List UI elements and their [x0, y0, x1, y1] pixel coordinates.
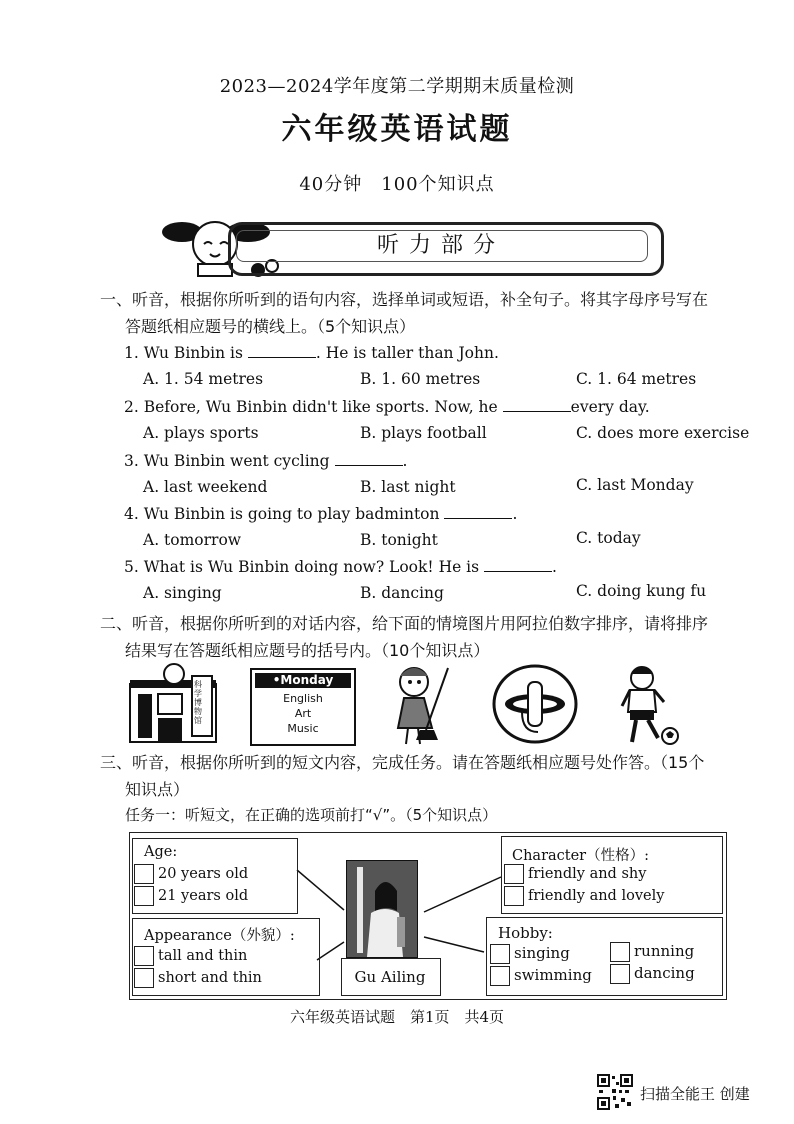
- question-5: [124, 557, 557, 576]
- girl-sweeping-picture: [386, 664, 456, 746]
- q2-option-a: A. plays sports: [143, 424, 259, 442]
- scanner-watermark: 扫描全能王 创建: [640, 1085, 750, 1103]
- character-option-shy: [504, 864, 646, 884]
- character-label: Character（性格）:: [512, 848, 649, 864]
- question-1-text: 1. Wu Binbin is: [124, 344, 243, 362]
- question-4-text: 4. Wu Binbin is going to play badminton: [124, 505, 440, 523]
- task1-instruction: 任务一：听短文，在正确的选项前打“√”。（5个知识点）: [125, 806, 498, 824]
- age-option-label: 21 years old: [158, 888, 249, 904]
- answer-blank-5[interactable]: [484, 557, 552, 572]
- question-1-post: . He is taller than John.: [315, 344, 499, 362]
- section2-instruction-1: 二、听音，根据你所听到的对话内容，给下面的情境图片用阿拉伯数字排序，请将排序: [100, 614, 709, 633]
- quiet-sign-picture: [492, 664, 578, 744]
- q1-option-b: B. 1. 60 metres: [360, 370, 481, 388]
- character-option-label: friendly and shy: [528, 866, 647, 882]
- boy-football-picture: [618, 664, 682, 746]
- section3-instruction-1: 三、听音，根据你所听到的短文内容，完成任务。请在答题纸相应题号处作答。（15个: [100, 753, 705, 772]
- question-4: [124, 504, 517, 523]
- question-2: [124, 397, 650, 416]
- q5-option-b: B. dancing: [360, 584, 444, 602]
- checkbox[interactable]: [134, 886, 154, 906]
- schedule-subject-art: Art: [294, 707, 312, 720]
- q2-option-b: B. plays football: [360, 424, 487, 442]
- qr-code-icon: [597, 1074, 633, 1110]
- schedule-subject-music: Music: [287, 722, 319, 735]
- age-option-21: [134, 886, 248, 906]
- appearance-option-short: [134, 968, 262, 988]
- hobby-option-label: singing: [514, 944, 570, 962]
- banner-label: 听力部分: [376, 233, 505, 258]
- schedule-day: •Monday: [255, 673, 351, 688]
- section1-instruction-1: 一、听音，根据你所听到的语句内容，选择单词或短语，补全句子。将其字母序号写在: [100, 290, 709, 309]
- answer-blank-2[interactable]: [503, 397, 571, 412]
- appearance-option-tall: [134, 946, 247, 966]
- schedule-subject-english: English: [283, 692, 323, 705]
- question-3-text: 3. Wu Binbin went cycling: [124, 452, 330, 470]
- section2-instruction-2: 结果写在答题纸相应题号的括号内。（10个知识点）: [125, 641, 490, 660]
- section1-instruction-2: 答题纸相应题号的横线上。（5个知识点）: [125, 317, 416, 336]
- answer-blank-3[interactable]: [335, 451, 403, 466]
- answer-blank-1[interactable]: [248, 343, 316, 358]
- checkbox[interactable]: [134, 968, 154, 988]
- checkbox[interactable]: [490, 944, 510, 964]
- hobby-option-dancing: [610, 964, 695, 984]
- hobby-option-label: dancing: [634, 964, 695, 982]
- character-option-label: friendly and lovely: [528, 888, 665, 904]
- answer-blank-4[interactable]: [444, 504, 512, 519]
- exam-term-title: 2023—2024学年度第二学期期末质量检测: [219, 76, 575, 97]
- section3-instruction-2: 知识点）: [125, 780, 190, 799]
- exam-subject-title: 六年级英语试题: [281, 112, 513, 147]
- hobby-label: Hobby:: [498, 924, 553, 942]
- character-option-lovely: [504, 886, 664, 906]
- question-5-text: 5. What is Wu Binbin doing now? Look! He is: [124, 558, 480, 576]
- hobby-option-label: running: [634, 942, 695, 960]
- q5-option-a: A. singing: [143, 584, 222, 602]
- checkbox[interactable]: [610, 942, 630, 962]
- skier-photo-icon: [347, 861, 417, 957]
- question-1: [124, 343, 499, 362]
- person-name: Gu Ailing: [354, 968, 426, 986]
- q1-option-c: C. 1. 64 metres: [576, 370, 697, 388]
- exam-duration: 40分钟 100个知识点: [299, 174, 495, 195]
- q4-option-c: C. today: [576, 529, 641, 547]
- appearance-option-label: short and thin: [158, 970, 262, 986]
- q3-option-a: A. last weekend: [143, 478, 268, 496]
- checkbox[interactable]: [504, 864, 524, 884]
- age-option-20: [134, 864, 248, 884]
- page-footer: 六年级英语试题 第1页 共4页: [289, 1008, 505, 1026]
- question-3-post: .: [402, 452, 408, 470]
- hobby-option-swimming: [490, 966, 592, 986]
- appearance-label: Appearance（外貌）:: [144, 928, 295, 944]
- question-2-post: every day.: [570, 398, 650, 416]
- question-2-text: 2. Before, Wu Binbin didn't like sports. Now, he: [124, 398, 498, 416]
- listening-banner: [160, 214, 664, 278]
- age-option-label: 20 years old: [158, 866, 249, 882]
- hobby-option-singing: [490, 944, 570, 964]
- q4-option-b: B. tonight: [360, 531, 438, 549]
- monday-schedule-picture: [250, 668, 356, 746]
- building-sign: 科学博物馆: [194, 680, 202, 725]
- q4-option-a: A. tomorrow: [143, 531, 242, 549]
- checkbox[interactable]: [134, 946, 154, 966]
- question-5-post: .: [552, 558, 557, 576]
- q2-option-c: C. does more exercise: [576, 424, 750, 442]
- hobby-option-running: [610, 942, 694, 962]
- q3-option-b: B. last night: [360, 478, 456, 496]
- age-label: Age:: [144, 844, 178, 860]
- checkbox[interactable]: [610, 964, 630, 984]
- question-3: [124, 451, 407, 470]
- museum-building-picture: [126, 662, 222, 744]
- q3-option-c: C. last Monday: [576, 476, 694, 494]
- checkbox[interactable]: [134, 864, 154, 884]
- checkbox[interactable]: [504, 886, 524, 906]
- q5-option-c: C. doing kung fu: [576, 582, 707, 600]
- gu-ailing-photo: [346, 860, 418, 958]
- appearance-option-label: tall and thin: [158, 948, 248, 964]
- hobby-option-label: swimming: [514, 966, 592, 984]
- question-4-post: .: [512, 505, 518, 523]
- q1-option-a: A. 1. 54 metres: [143, 370, 264, 388]
- checkbox[interactable]: [490, 966, 510, 986]
